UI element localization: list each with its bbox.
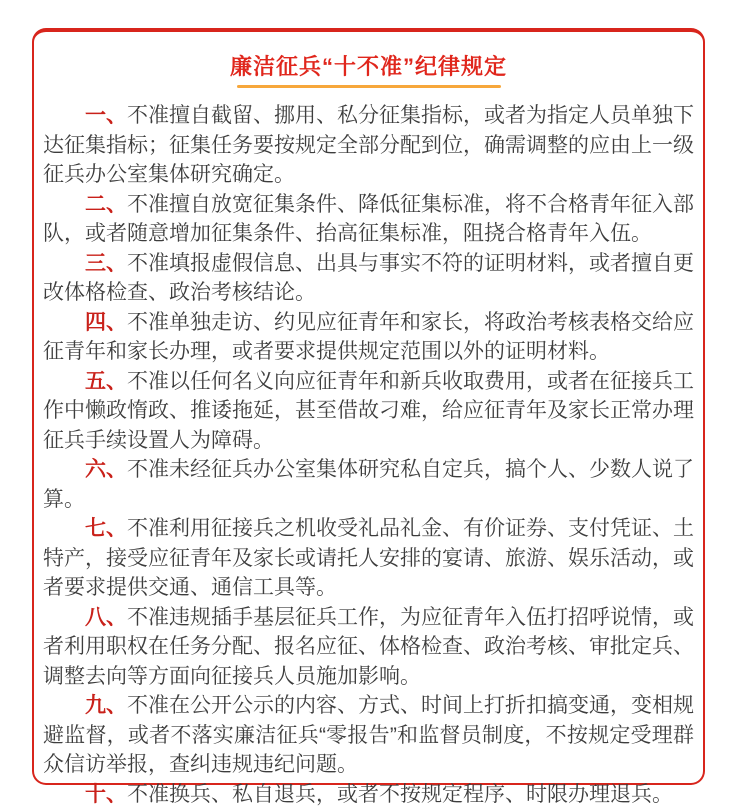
- rule-number: 九、: [85, 694, 127, 717]
- rule-item-1: [43, 101, 694, 190]
- rule-number: 四、: [85, 310, 127, 334]
- rule-number: 八、: [85, 605, 127, 629]
- rule-text: 不准利用征接兵之机收受礼品礼金、有价证券、支付凭证、土特产，接受应征青年及家长或请托人安排的宴请、旅游、娱乐活动，或者要求提供交通、通信工具等。: [43, 517, 694, 599]
- rule-item-7: [43, 514, 694, 603]
- rules-list: [34, 101, 703, 809]
- rule-text: 不准违规插手基层征兵工作，为应征青年入伍打招呼说情，或者利用职权在任务分配、报名应征、体格检查、政治考核、审批定兵、调整去向等方面向征接兵人员施加影响。: [43, 605, 694, 688]
- rule-number: 五、: [85, 369, 127, 393]
- rule-item-4: [43, 308, 694, 367]
- rule-text: 不准换兵、私自退兵，或者不按规定程序、时限办理退兵。: [127, 782, 673, 806]
- rule-text: 不准擅自截留、挪用、私分征集指标，或者为指定人员单独下达征集指标；征集任务要按规定全部分配到位，确需调整的应由上一级征兵办公室集体研究确定。: [43, 104, 694, 186]
- rule-text: 不准未经征兵办公室集体研究私自定兵，搞个人、少数人说了算。: [43, 458, 694, 511]
- title-wrap: [34, 54, 703, 88]
- rule-text: 不准在公开公示的内容、方式、时间上打折扣搞变通，变相规避监督，或者不落实廉洁征兵“零报告”和监督员制度，不按规定受理群众信访举报，查纠违规违纪问题。: [43, 694, 694, 776]
- rule-item-9: [43, 691, 694, 780]
- rule-item-5: [43, 367, 694, 456]
- rule-item-3: [43, 249, 694, 308]
- title-underline: [237, 85, 501, 88]
- regulation-card: [32, 28, 705, 806]
- rule-item-2: [43, 190, 694, 249]
- page-title: 廉洁征兵“十不准”纪律规定: [229, 54, 507, 79]
- rule-item-6: [43, 455, 694, 514]
- rule-item-10: [43, 780, 694, 810]
- rule-text: 不准以任何名义向应征青年和新兵收取费用，或者在征接兵工作中懒政惰政、推诿拖延，甚至借故刁难，给应征青年及家长正常办理征兵手续设置人为障碍。: [43, 369, 694, 452]
- rule-number: 二、: [85, 192, 127, 216]
- rule-number: 一、: [85, 104, 127, 127]
- rule-number: 十、: [85, 782, 127, 806]
- rule-text: 不准填报虚假信息、出具与事实不符的证明材料，或者擅自更改体格检查、政治考核结论。: [43, 251, 694, 304]
- rule-item-8: [43, 603, 694, 692]
- rule-number: 六、: [85, 458, 127, 481]
- rule-text: 不准擅自放宽征集条件、降低征集标准，将不合格青年征入部队，或者随意增加征集条件、抬高征集标准，阻挠合格青年入伍。: [43, 192, 694, 245]
- rule-number: 三、: [85, 251, 127, 275]
- rule-text: 不准单独走访、约见应征青年和家长，将政治考核表格交给应征青年和家长办理，或者要求提供规定范围以外的证明材料。: [43, 310, 694, 363]
- rule-number: 七、: [85, 517, 127, 540]
